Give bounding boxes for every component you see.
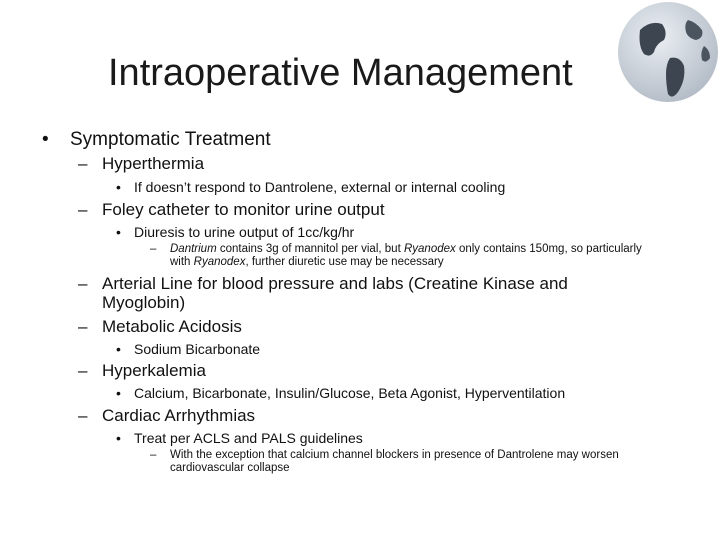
slide-title: Intraoperative Management [108, 52, 573, 94]
dash-icon: – [78, 317, 88, 336]
dash-icon: – [78, 361, 88, 380]
ryanodex-name: Ryanodex [403, 243, 456, 255]
bullet-arterial-line-cont: Myoglobin) [102, 293, 186, 312]
bullet-cardiac-arrhythmias: Cardiac Arrhythmias [102, 406, 256, 425]
bullet-hyperthermia: Hyperthermia [102, 154, 205, 173]
dash-icon: – [78, 406, 88, 425]
bullet-metabolic-acidosis: Metabolic Acidosis [102, 317, 242, 336]
ryanodex-name: Ryanodex [193, 256, 246, 268]
note-dantrium-mannitol: Dantrium contains 3g of mannitol per vial, but Ryanodex only contains 150mg, so particularly with Ryanodex, further diuretic use may be necessary [170, 243, 642, 268]
globe-icon [600, 0, 720, 120]
bullet-foley-catheter: Foley catheter to monitor urine output [102, 200, 385, 219]
dash-icon: – [78, 274, 88, 293]
bullet-hyperthermia-cooling: If doesn’t respond to Dantrolene, external or internal cooling [134, 179, 506, 195]
bullet-icon: • [116, 179, 121, 195]
dantrium-name: Dantrium [170, 243, 217, 255]
bullet-acls-pals: Treat per ACLS and PALS guidelines [134, 430, 363, 446]
dash-icon: – [150, 449, 157, 461]
bullet-icon: • [116, 430, 121, 446]
bullet-symptomatic-treatment: Symptomatic Treatment [70, 129, 271, 150]
note-calcium-channel-blockers: With the exception that calcium channel blockers in presence of Dantrolene may worsen cardiovascular collapse [170, 449, 619, 474]
dash-icon: – [150, 243, 157, 255]
bullet-arterial-line: Arterial Line for blood pressure and labs (Creatine Kinase and [102, 274, 568, 293]
dash-icon: – [78, 154, 88, 173]
bullet-hyperkalemia-treatment: Calcium, Bicarbonate, Insulin/Glucose, Beta Agonist, Hyperventilation [134, 385, 566, 401]
bullet-diuresis: Diuresis to urine output of 1cc/kg/hr [134, 224, 355, 240]
bullet-icon: • [116, 341, 121, 357]
bullet-icon: • [116, 224, 121, 240]
bullet-icon: • [116, 385, 121, 401]
dash-icon: – [78, 200, 88, 219]
bullet-hyperkalemia: Hyperkalemia [102, 361, 206, 380]
bullet-icon: • [42, 129, 49, 150]
bullet-sodium-bicarbonate: Sodium Bicarbonate [134, 341, 261, 357]
